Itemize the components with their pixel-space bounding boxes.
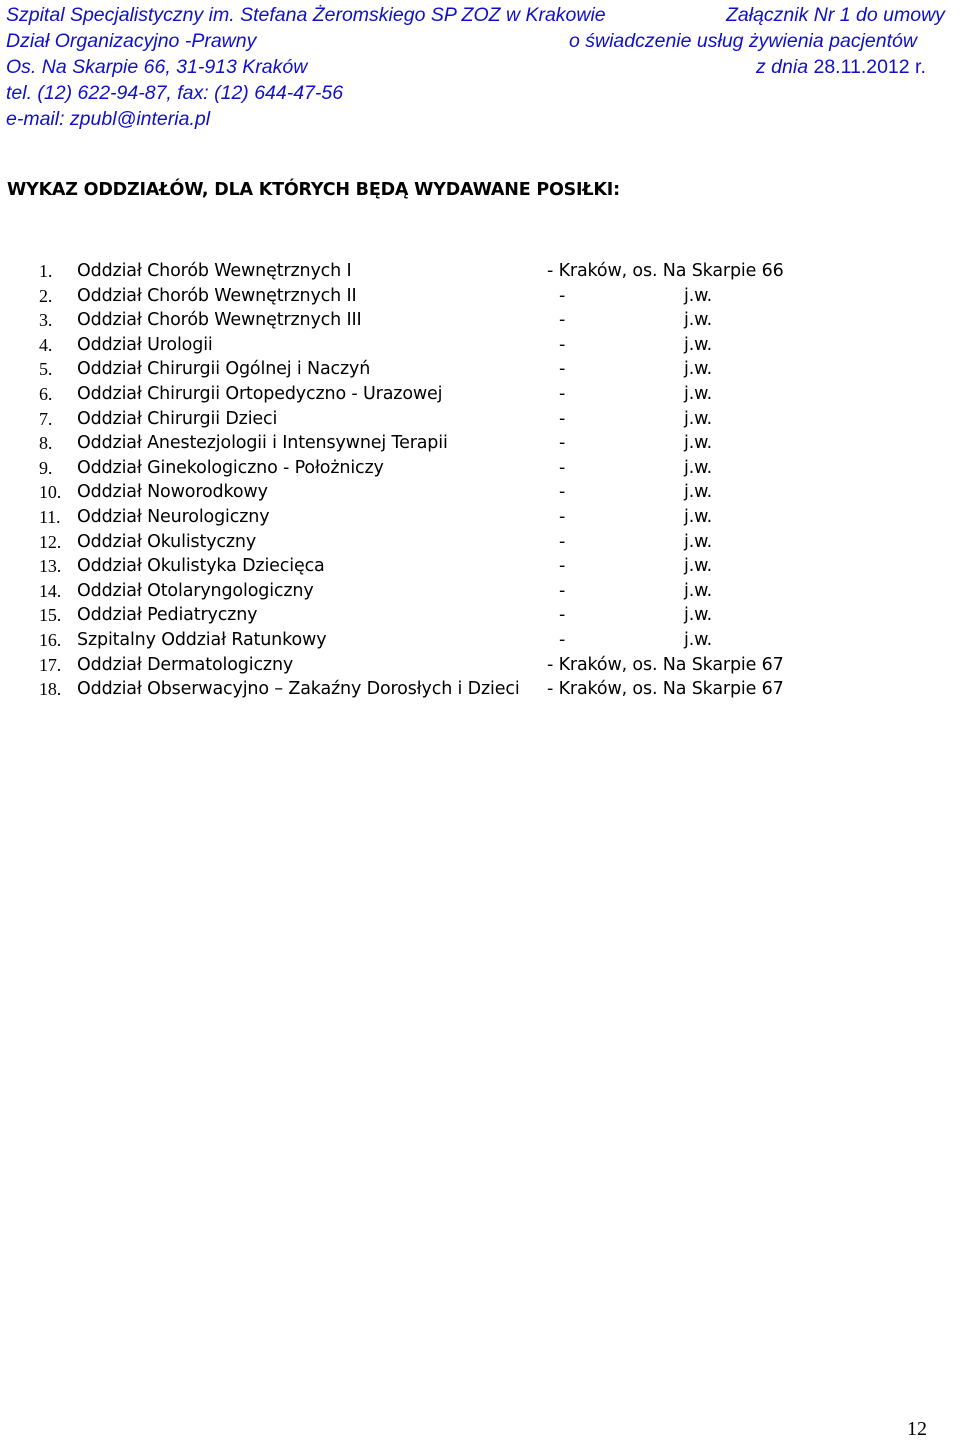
department-number: 1. (39, 261, 53, 281)
location-dash: - (559, 285, 566, 306)
location-ditto: j.w. (684, 285, 713, 306)
department-name: Oddział Neurologiczny (77, 506, 270, 527)
department-number: 8. (39, 433, 53, 454)
department-name: Oddział Pediatryczny (77, 605, 258, 626)
location-dash: - (559, 531, 566, 552)
location-dash: - (559, 334, 566, 355)
location-ditto: j.w. (684, 556, 713, 577)
location-ditto: j.w. (684, 310, 713, 331)
department-name: Oddział Dermatologiczny (77, 654, 294, 675)
department-number: 16. (39, 629, 62, 650)
location-dash: - (559, 457, 566, 478)
location-ditto: j.w. (684, 531, 713, 552)
letterhead-row-4 (6, 82, 954, 108)
department-number: 9. (39, 457, 53, 478)
letterhead-row-2 (6, 30, 954, 56)
location-ditto: j.w. (684, 408, 713, 429)
department-name: Oddział Chirurgii Dzieci (77, 408, 278, 429)
contract-subject: o świadczenie usług żywienia pacjentów (569, 30, 917, 52)
phone-fax: tel. (12) 622-94-87, fax: (12) 644-47-56 (6, 82, 344, 104)
location-ditto: j.w. (684, 383, 713, 404)
location-ditto: j.w. (684, 605, 713, 626)
department-number: 5. (39, 359, 53, 380)
department-number: 17. (39, 654, 62, 675)
page-number: 12 (907, 1418, 927, 1440)
letterhead-row-5 (6, 108, 954, 134)
letterhead-row-3 (6, 56, 954, 82)
location-dash: - (559, 482, 566, 503)
department-number: 11. (39, 506, 61, 527)
location-ditto: j.w. (684, 580, 713, 601)
location-ditto: j.w. (684, 457, 713, 478)
department-name: Oddział Urologii (77, 334, 213, 355)
department-name: Oddział Ginekologiczno - Położniczy (77, 457, 384, 478)
location-dash: - (559, 506, 566, 527)
location-dash: - (559, 359, 566, 380)
department-number: 15. (39, 605, 62, 626)
location-ditto: j.w. (684, 359, 713, 380)
email-address: e-mail: zpubl@interia.pl (6, 108, 211, 130)
department-name: Oddział Chorób Wewnętrznych III (77, 310, 362, 331)
department-name: Oddział Noworodkowy (77, 482, 268, 503)
hospital-address: Os. Na Skarpie 66, 31-913 Kraków (6, 56, 308, 78)
department-name: Oddział Otolaryngologiczny (77, 580, 314, 601)
department-number: 18. (39, 679, 62, 700)
location-ditto: j.w. (684, 433, 713, 454)
location-dash: - (559, 580, 566, 601)
department-name: Oddział Okulistyka Dziecięca (77, 556, 325, 577)
department-location: - Kraków, os. Na Skarpie 67 (547, 679, 784, 700)
location-ditto: j.w. (684, 506, 713, 527)
department-number: 2. (39, 285, 53, 306)
department-number: 4. (39, 334, 53, 355)
location-dash: - (559, 310, 566, 331)
department-number: 10. (39, 482, 62, 503)
letterhead-row-1 (6, 4, 954, 30)
department-name: Oddział Anestezjologii i Intensywnej Terapii (77, 433, 448, 454)
location-dash: - (559, 408, 566, 429)
department-name: Oddział Okulistyczny (77, 531, 257, 552)
location-ditto: j.w. (684, 334, 713, 355)
department-name: Oddział Chirurgii Ogólnej i Naczyń (77, 359, 371, 380)
department-name: Dział Organizacyjno -Prawny (6, 30, 257, 52)
department-number: 3. (39, 310, 53, 331)
department-number: 7. (39, 408, 53, 429)
location-ditto: j.w. (684, 482, 713, 503)
department-number: 13. (39, 556, 62, 577)
department-name: Oddział Chirurgii Ortopedyczno - Urazowej (77, 383, 443, 404)
hospital-name: Szpital Specjalistyczny im. Stefana Żeromskiego SP ZOZ w Krakowie (6, 4, 606, 26)
department-name: Szpitalny Oddział Ratunkowy (77, 629, 327, 650)
department-name: Oddział Chorób Wewnętrznych I (77, 261, 352, 281)
contract-date: z dnia 28.11.2012 r. (756, 56, 926, 78)
location-ditto: j.w. (684, 629, 713, 650)
department-number: 14. (39, 580, 62, 601)
department-name: Oddział Chorób Wewnętrznych II (77, 285, 357, 306)
department-name: Oddział Obserwacyjno – Zakaźny Dorosłych i Dzieci (77, 679, 520, 700)
department-number: 6. (39, 383, 53, 404)
department-number: 12. (39, 531, 62, 552)
location-dash: - (559, 556, 566, 577)
department-location: - Kraków, os. Na Skarpie 67 (547, 654, 784, 675)
document-title: WYKAZ ODDZIAŁÓW, DLA KTÓRYCH BĘDĄ WYDAWANE POSIŁKI: (7, 180, 620, 200)
attachment-label: Załącznik Nr 1 do umowy (726, 4, 945, 26)
location-dash: - (559, 433, 566, 454)
location-dash: - (559, 629, 566, 650)
department-location: - Kraków, os. Na Skarpie 66 (547, 261, 784, 281)
letterhead (6, 4, 954, 134)
location-dash: - (559, 383, 566, 404)
location-dash: - (559, 605, 566, 626)
